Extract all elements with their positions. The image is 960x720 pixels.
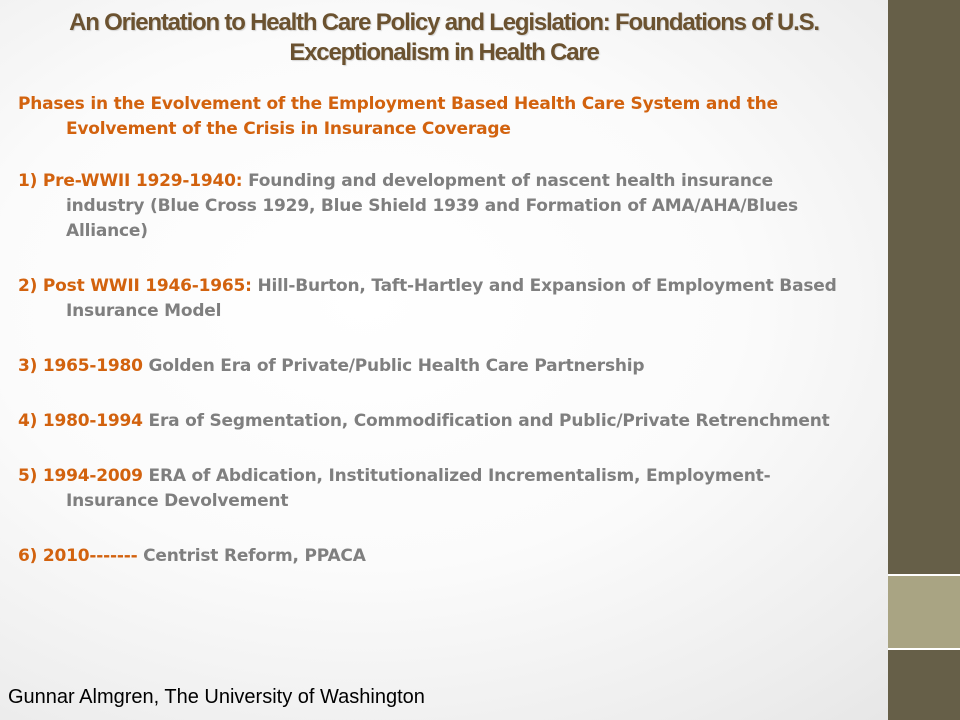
- slide-title-line-2: Exceptionalism in Health Care: [289, 39, 599, 66]
- phase-item-4: [18, 409, 848, 434]
- slide-footer-credit: Gunnar Almgren, The University of Washington: [8, 686, 425, 708]
- phase-item-1-description: Founding and development of nascent health insurance industry (Blue Cross 1929, Blue Shield 1939 and Formation of AMA/AHA/Blues Alliance): [66, 171, 798, 241]
- phase-item-2-period: 2) Post WWII 1946-1965:: [18, 276, 252, 296]
- phase-item-5-period: 5) 1994-2009: [18, 466, 143, 486]
- phase-item-2: [18, 274, 848, 324]
- slide-title: [30, 8, 858, 68]
- phase-item-5-description: ERA of Abdication, Institutionalized Incrementalism, Employment-Insurance Devolvement: [66, 466, 771, 511]
- phase-item-3-period: 3) 1965-1980: [18, 356, 143, 376]
- slide-title-line-1: An Orientation to Health Care Policy and Legislation: Foundations of U.S.: [69, 9, 819, 36]
- phase-item-6-period: 6) 2010-------: [18, 546, 138, 566]
- phase-item-4-period: 4) 1980-1994: [18, 411, 143, 431]
- phase-item-6: [18, 544, 848, 569]
- side-divider-bottom: [888, 648, 960, 650]
- phase-item-1-period: 1) Pre-WWII 1929-1940:: [18, 171, 243, 191]
- phase-item-6-description: Centrist Reform, PPACA: [143, 546, 366, 566]
- phase-item-2-description: Hill-Burton, Taft-Hartley and Expansion of Employment Based Insurance Model: [66, 276, 837, 321]
- section-heading: Phases in the Evolvement of the Employment Based Health Care System and the Evolvement of the Crisis in Insurance Coverage: [18, 94, 778, 139]
- phase-item-4-description: Era of Segmentation, Commodification and Public/Private Retrenchment: [148, 411, 830, 431]
- slide-body: [18, 92, 848, 569]
- phase-item-3: [18, 354, 848, 379]
- side-decoration-block: [888, 576, 960, 648]
- phase-item-1: [18, 169, 848, 244]
- phase-item-3-description: Golden Era of Private/Public Health Care Partnership: [148, 356, 645, 376]
- phase-item-5: [18, 464, 848, 514]
